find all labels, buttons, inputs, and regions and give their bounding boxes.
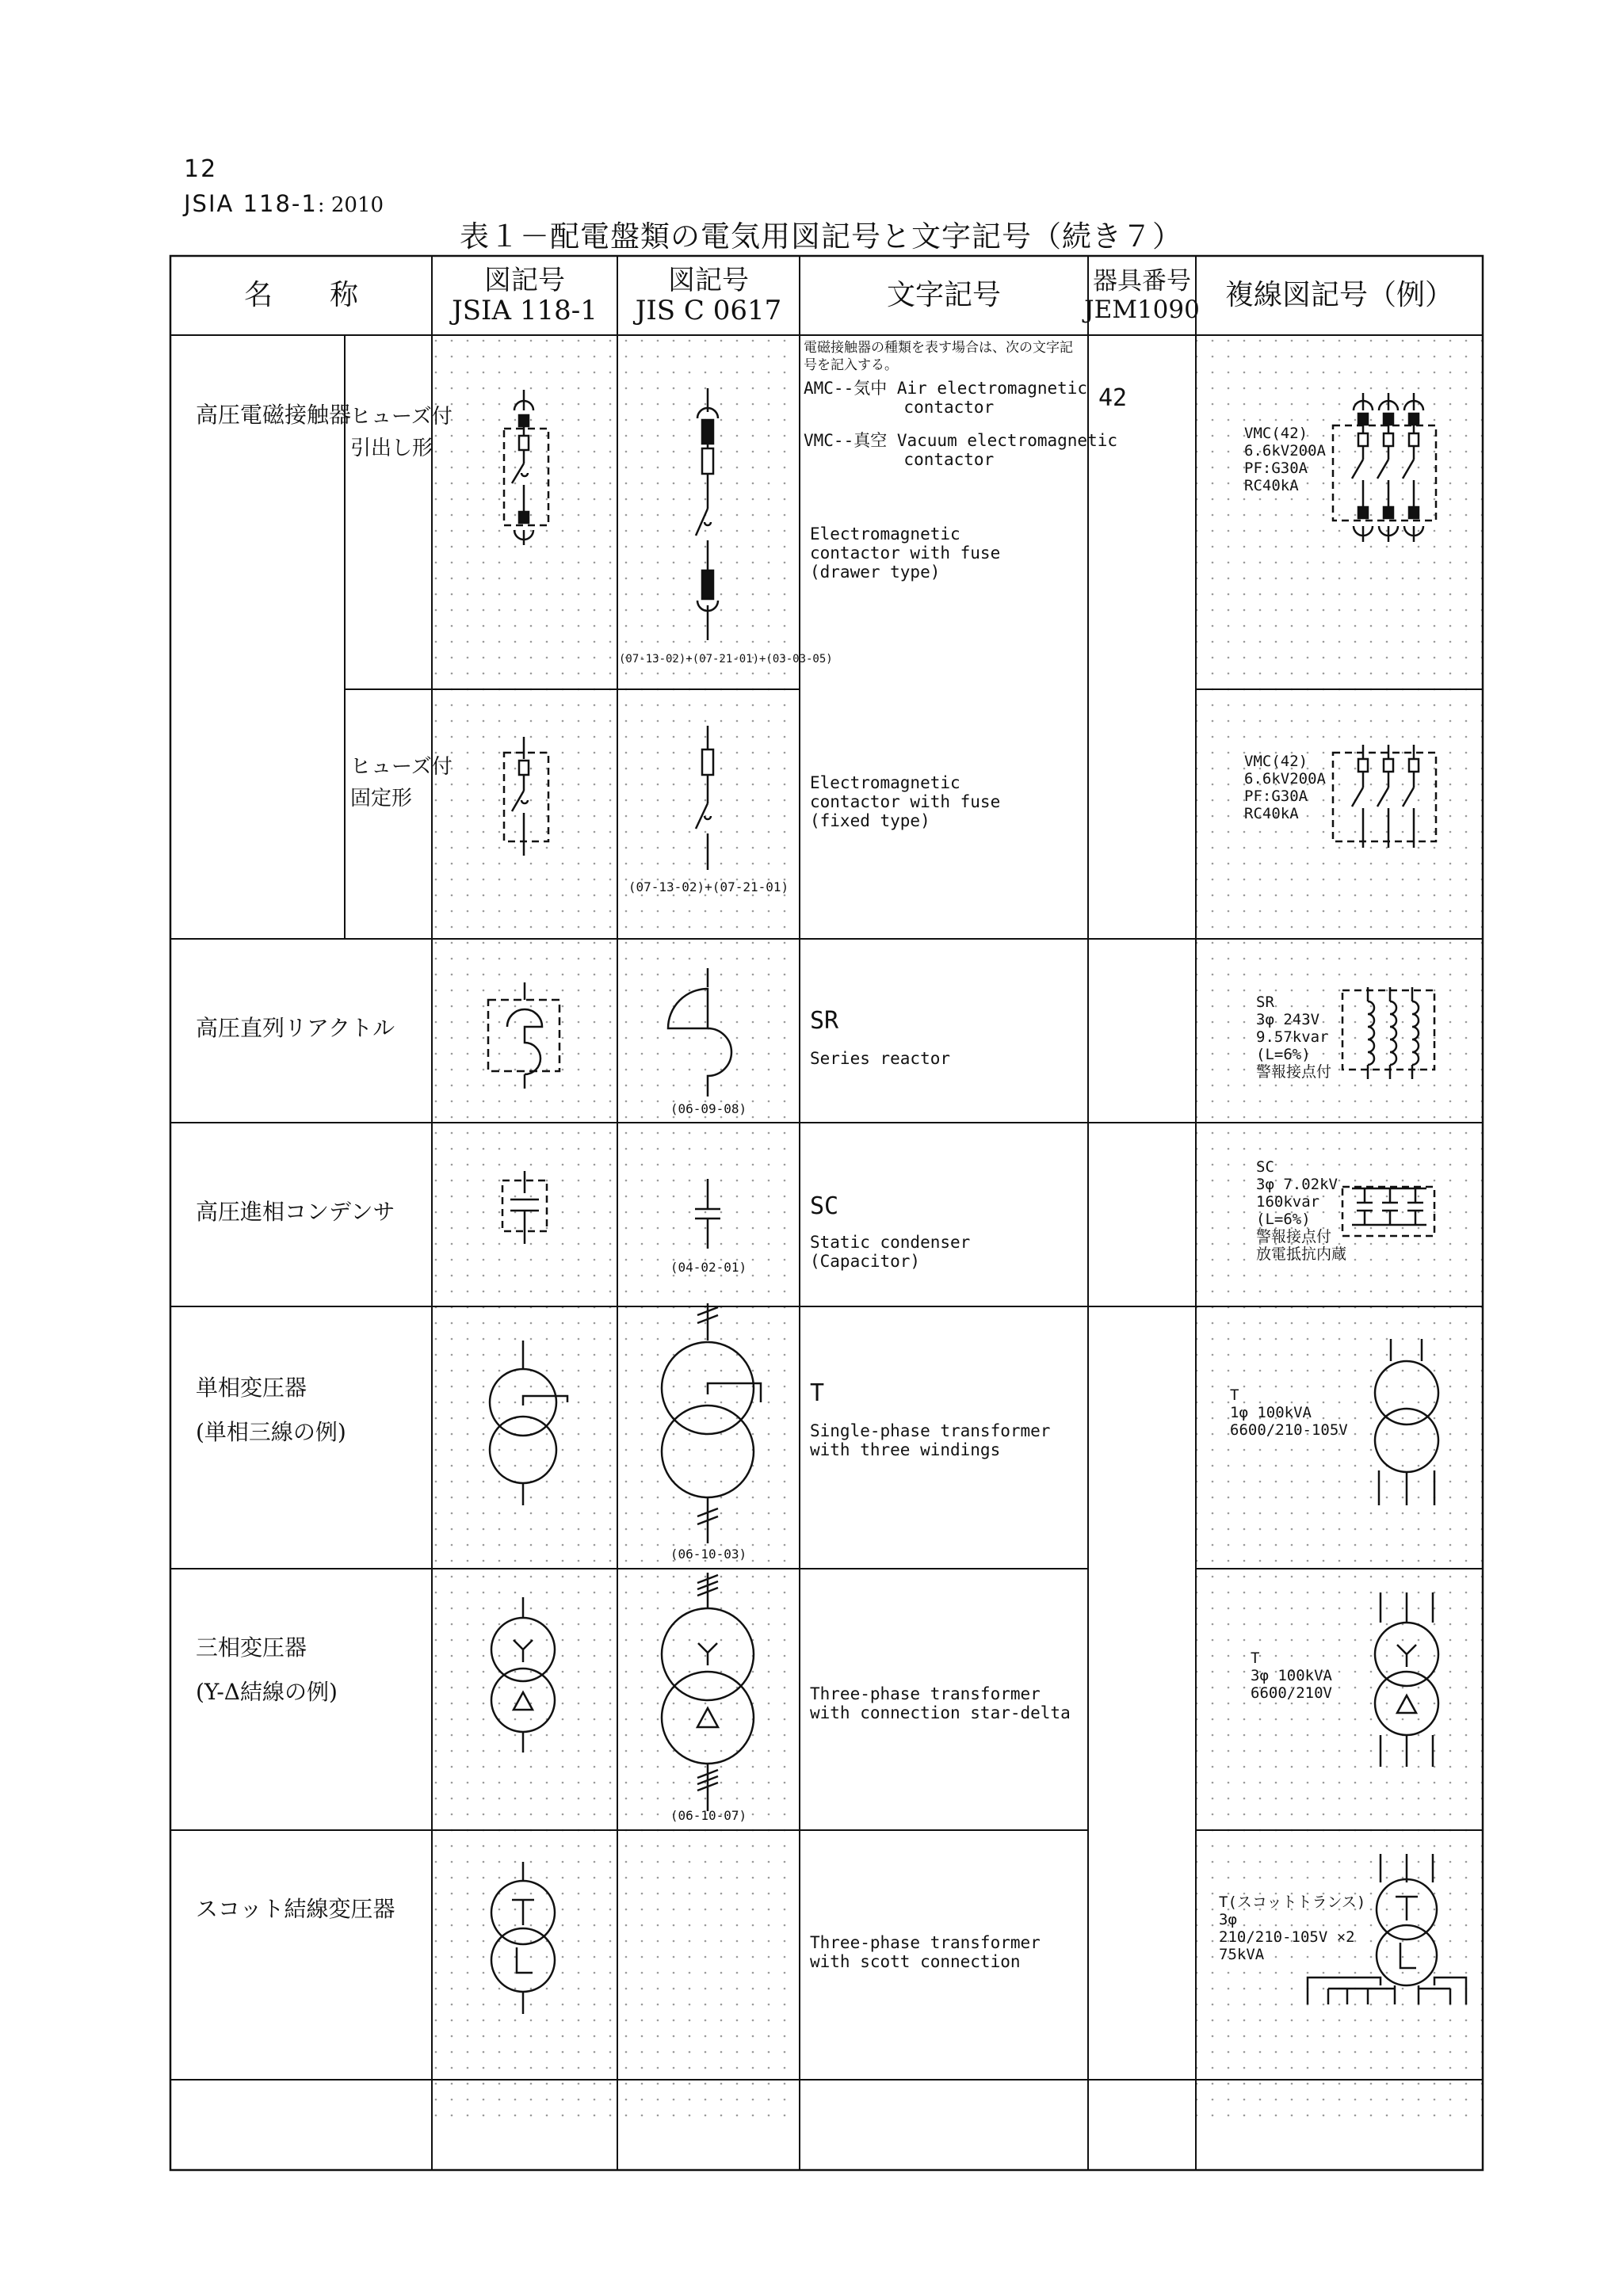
contactor-drawer-desc: Electromagnetic contactor with fuse (drawer type) <box>810 524 1001 582</box>
contactor-jem-number: 42 <box>1098 384 1128 412</box>
header-jis: 図記号 JIS C 0617 <box>635 265 782 326</box>
header-jsia: 図記号 JSIA 118-1 <box>452 265 598 326</box>
capacitor-ref: (04-02-01) <box>670 1260 747 1275</box>
single-ref: (06-10-03) <box>670 1547 747 1562</box>
single-example-label: T 1φ 100kVA 6600/210-105V <box>1230 1386 1348 1439</box>
contactor-fixed-desc: Electromagnetic contactor with fuse (fixed type) <box>810 773 1001 830</box>
contactor-drawer-example-label: VMC(42) 6.6kV200A PF:G30A RC40kA <box>1244 425 1326 494</box>
three-example-label: T 3φ 100kVA 6600/210V <box>1251 1650 1332 1702</box>
capacitor-desc: Static condenser (Capacitor) <box>810 1233 971 1271</box>
three-desc: Three-phase transformer with connection star-delta <box>810 1684 1071 1722</box>
row-capacitor-name: 高圧進相コンデンサ <box>196 1199 395 1225</box>
capacitor-example-label: SC 3φ 7.02kV 160kvar (L=6%) 警報接点付 放電抵抗内蔵 <box>1256 1158 1347 1263</box>
reactor-code: SR <box>810 1007 839 1035</box>
row-contactor-drawer-sub: ヒューズ付 引出し形 <box>350 405 453 460</box>
row-contactor-name: 高圧電磁接触器 <box>196 402 352 428</box>
row-scott-name: スコット結線変圧器 <box>196 1896 395 1922</box>
three-ref: (06-10-07) <box>670 1808 747 1823</box>
contactor-fixed-ref: (07-13-02)+(07-21-01) <box>628 879 789 894</box>
row-single-name: 単相変圧器 (単相三線の例) <box>196 1375 346 1445</box>
table-caption: 表１－配電盤類の電気用図記号と文字記号（続き７） <box>460 219 1182 254</box>
contactor-drawer-ref: (07-13-02)+(07-21-01)+(03-03-05) <box>619 653 833 666</box>
reactor-ref: (06-09-08) <box>670 1101 747 1116</box>
contactor-fixed-example-label: VMC(42) 6.6kV200A PF:G30A RC40kA <box>1244 753 1326 822</box>
header-jem: 器具番号 JEM1090 <box>1084 267 1200 324</box>
contactor-vmc: VMC--真空 Vacuum electromagnetic contactor <box>804 431 1118 469</box>
row-three-name: 三相変圧器 (Y-Δ結線の例) <box>196 1634 338 1705</box>
scott-example-label: T(スコットトランス) 3φ 210/210-105V ×2 75kVA <box>1219 1894 1366 1963</box>
scott-desc: Three-phase transformer with scott connection <box>810 1933 1041 1971</box>
contactor-type-note: 電磁接触器の種類を表す場合は、次の文字記号を記入する。 <box>804 340 1073 373</box>
contactor-amc: AMC--気中 Air electromagnetic contactor <box>804 379 1088 417</box>
reactor-example-label: SR 3φ 243V 9.57kvar (L=6%) 警報接点付 <box>1256 994 1332 1081</box>
header-letter: 文字記号 <box>886 279 1001 311</box>
single-desc: Single-phase transformer with three windings <box>810 1421 1051 1459</box>
reactor-desc: Series reactor <box>810 1049 951 1068</box>
page-number: 12 <box>184 155 218 183</box>
single-code: T <box>810 1379 825 1407</box>
capacitor-code: SC <box>810 1192 839 1220</box>
row-contactor-fixed-sub: ヒューズ付 固定形 <box>350 755 453 810</box>
standard-prefix: JSIA 118-1 <box>184 190 318 217</box>
standard-year: : 2010 <box>317 193 384 217</box>
header-name: 名 称 <box>243 279 358 311</box>
row-reactor-name: 高圧直列リアクトル <box>196 1015 395 1041</box>
header-example: 複線図記号（例） <box>1224 279 1453 311</box>
